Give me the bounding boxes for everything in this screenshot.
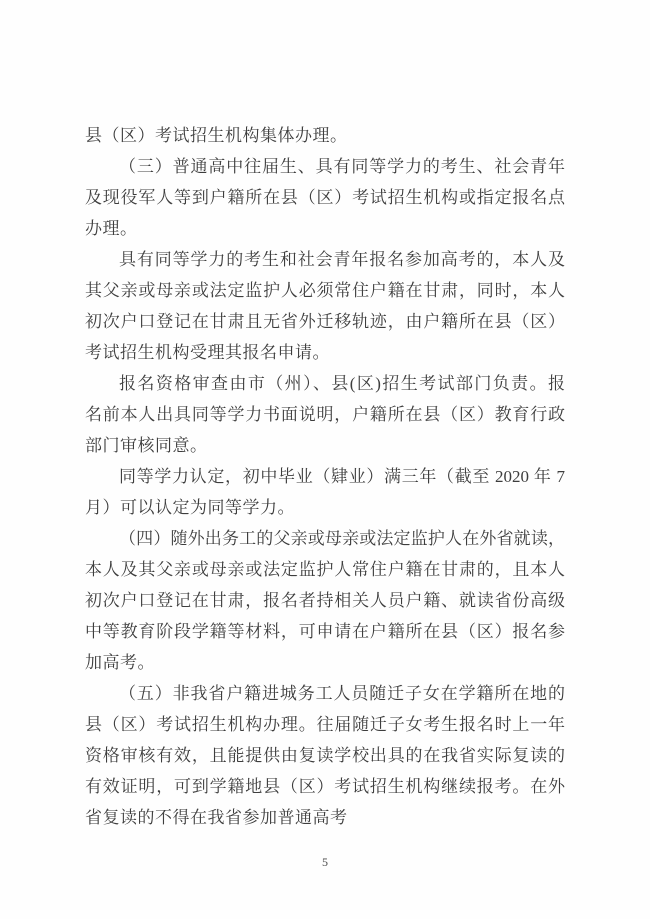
text-line: 资格审核有效，且能提供由复读学校出具的在我省实际复读的 — [85, 746, 565, 765]
text-line: 加高考。 — [85, 653, 155, 672]
page-number: 5 — [322, 855, 328, 869]
text-line: 省复读的不得在我省参加普通高考 — [85, 808, 348, 827]
text-line: 部门审核同意。 — [85, 436, 208, 455]
text-line: 初次户口登记在甘肃，报名者持相关人员户籍、就读省份高级 — [85, 591, 565, 610]
text-line: 具有同等学力的考生和社会青年报名参加高考的，本人及 — [119, 250, 565, 269]
text-line: （四）随外出务工的父亲或母亲或法定监护人在外省就读， — [119, 529, 565, 548]
text-line: 报名资格审查由市（州）、县(区)招生考试部门负责。报 — [119, 374, 565, 393]
text-line: 同等学力认定，初中毕业（肄业）满三年（截至 2020 年 7 — [119, 467, 565, 486]
text-line: （三）普通高中往届生、具有同等学力的考生、社会青年 — [119, 157, 565, 176]
text-line: 初次户口登记在甘肃且无省外迁移轨迹，由户籍所在县（区） — [85, 312, 565, 331]
text-line: 办理。 — [85, 219, 138, 238]
text-line: 县（区）考试招生机构集体办理。 — [85, 126, 348, 145]
text-line: 有效证明，可到学籍地县（区）考试招生机构继续报考。在外 — [85, 777, 565, 796]
text-line: 其父亲或母亲或法定监护人必须常住户籍在甘肃，同时，本人 — [85, 281, 565, 300]
text-line: 及现役军人等到户籍所在县（区）考试招生机构或指定报名点 — [85, 188, 565, 207]
text-line: 考试招生机构受理其报名申请。 — [85, 343, 330, 362]
text-line: 月）可以认定为同等学力。 — [85, 498, 295, 517]
text-line: 中等教育阶段学籍等材料，可申请在户籍所在县（区）报名参 — [85, 622, 565, 641]
text-line: 县（区）考试招生机构办理。往届随迁子女考生报名时上一年 — [85, 715, 565, 734]
text-line: （五）非我省户籍进城务工人员随迁子女在学籍所在地的 — [119, 684, 565, 703]
text-line: 名前本人出具同等学力书面说明，户籍所在县（区）教育行政 — [85, 405, 565, 424]
text-line: 本人及其父亲或母亲或法定监护人常住户籍在甘肃的，且本人 — [85, 560, 565, 579]
page-body — [85, 120, 565, 833]
